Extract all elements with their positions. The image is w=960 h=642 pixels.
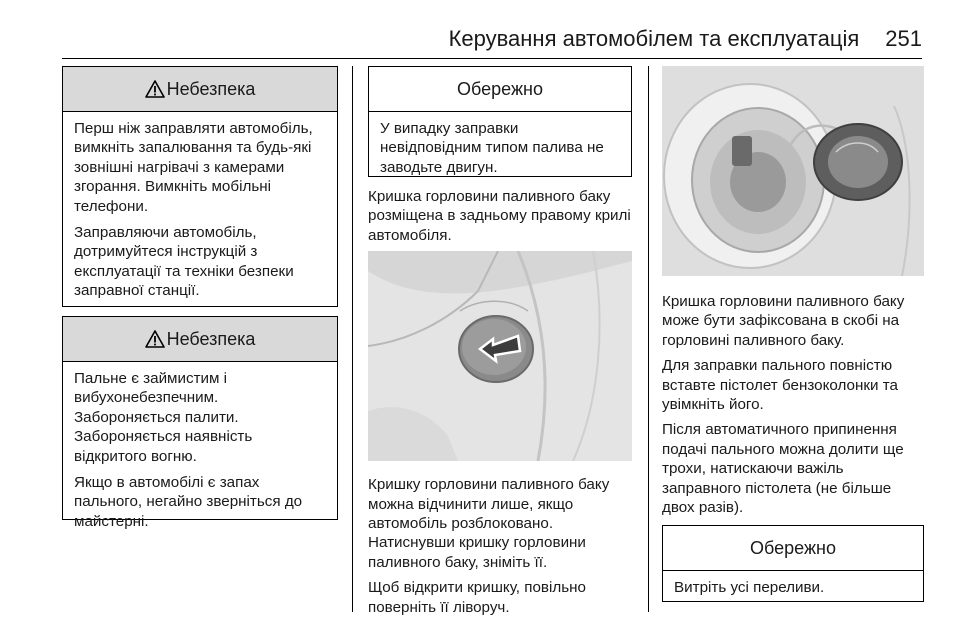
column-2-text-1 (368, 187, 632, 245)
danger-box-1-paragraph-2: Заправляючи автомобіль, дотримуйтеся інструкцій з експлуатації та техніки безпеки заправної станції. (74, 224, 294, 300)
column-1 (62, 66, 338, 530)
column-2 (368, 66, 632, 623)
column-2-text-2 (368, 475, 632, 617)
fuel-door-illustration (368, 251, 632, 461)
danger-box-1 (62, 66, 338, 307)
page-header (449, 26, 922, 56)
warning-triangle-icon (145, 80, 165, 98)
page-header-title: Керування автомобілем та експлуатація (448, 26, 860, 51)
caution-box-1-body (369, 112, 631, 183)
warning-triangle-icon (145, 330, 165, 348)
caution-box-1-header (369, 67, 631, 112)
fuel-cap-open-paragraph: Кришку горловини паливного баку можна відчинити лише, якщо автомобіль розблоковано. Натиснувши кришку горловини паливного баку, зніміть її. (368, 476, 610, 571)
column-rule-2 (648, 66, 649, 612)
caution-box-2-header (663, 526, 923, 571)
caution-box-1-heading: Обережно (457, 78, 543, 99)
danger-box-2-paragraph-2: Якщо в автомобілі є запах пального, негайно зверніться до майстерні. (74, 474, 303, 530)
fuel-cap-turn-paragraph: Щоб відкрити кришку, повільно поверніть її ліворуч. (368, 579, 586, 616)
caution-box-2-heading: Обережно (750, 537, 836, 558)
danger-box-1-header (63, 67, 337, 112)
danger-box-1-paragraph-1: Перш ніж заправляти автомобіль, вимкніть запалювання та будь-які зовнішні нагрівачі з камерами згорання. Вимкніть мобільні телефони. (74, 120, 313, 215)
danger-box-2-paragraph-1: Пальне є займистим і вибухонебезпечним. Забороняється палити. Забороняється наявність відкритого вогню. (74, 370, 253, 465)
caution-box-2-text: Витріть усі переливи. (674, 579, 825, 597)
danger-box-1-heading: Небезпека (166, 78, 256, 99)
page-number: 251 (885, 26, 922, 51)
column-3-text (662, 292, 924, 517)
caution-box-1-text: У випадку заправки невідповідним типом палива не заводьте двигун. (380, 120, 604, 176)
column-rule-1 (352, 66, 353, 612)
caution-box-1 (368, 66, 632, 177)
fuel-cap-bracket-illustration (662, 66, 924, 276)
caution-box-2 (662, 525, 924, 602)
header-rule (62, 58, 922, 59)
refuel-nozzle-paragraph: Для заправки пального повністю вставте пістолет бензоколонки та увімкніть його. (662, 357, 898, 414)
caution-box-2-body (663, 571, 923, 603)
danger-box-2-body (63, 362, 337, 537)
danger-box-2-heading: Небезпека (166, 328, 256, 349)
danger-box-2-header (63, 317, 337, 362)
fuel-cap-location-paragraph: Кришка горловини паливного баку розміщена в задньому правому крилі автомобіля. (368, 188, 631, 244)
top-up-paragraph: Після автоматичного припинення подачі пального можна долити ще трохи, натискаючи важіль заправного пістолета (не більше двох разів). (662, 421, 904, 517)
danger-box-2 (62, 316, 338, 530)
column-3 (662, 66, 924, 602)
danger-box-1-body (63, 112, 337, 307)
cap-bracket-paragraph: Кришка горловини паливного баку може бути зафіксована в скобі на горловині паливного баку. (662, 293, 905, 349)
